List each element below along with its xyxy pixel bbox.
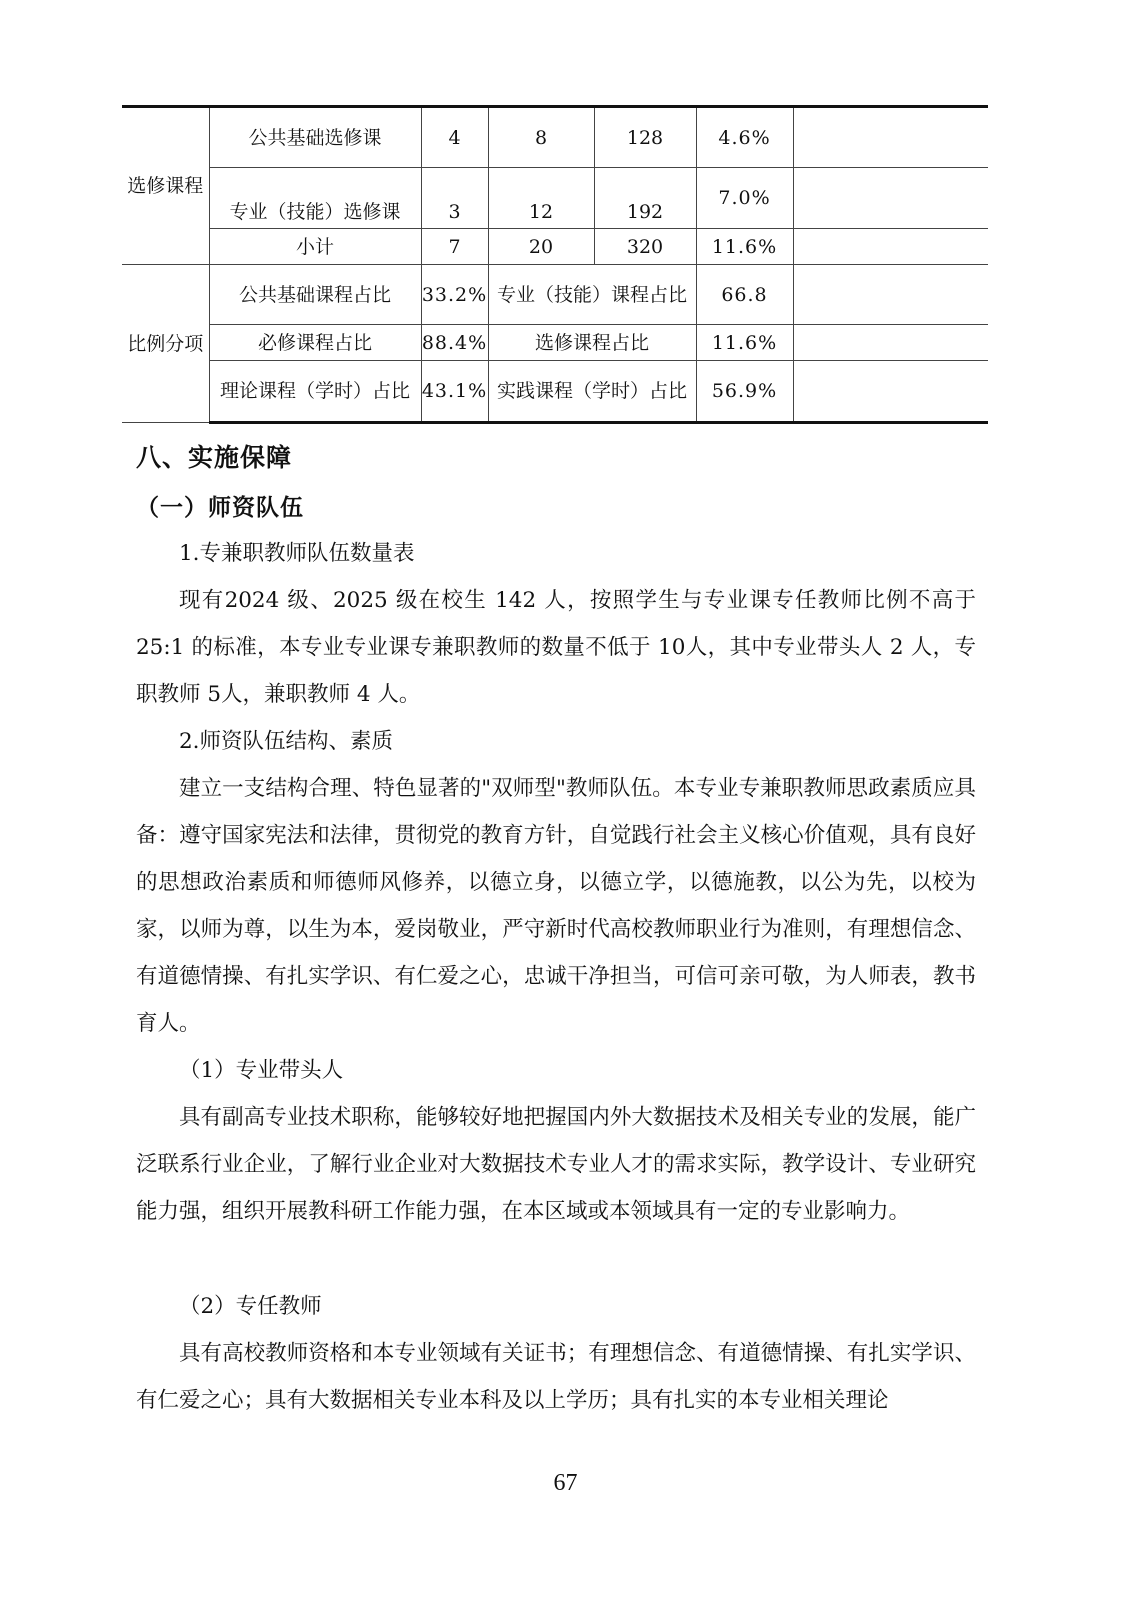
page-number: 67: [553, 1470, 578, 1496]
ratio-label-cell: 选修课程占比: [488, 325, 696, 361]
subsection-heading: （一）师资队伍: [136, 495, 304, 521]
ratio-label-cell: 实践课程（学时）占比: [488, 361, 696, 423]
table-cell: 7: [421, 229, 488, 265]
ratio-value-cell: 56.9%: [696, 361, 793, 423]
table-row: [122, 265, 988, 325]
ratio-value-cell: 43.1%: [421, 361, 488, 423]
ratio-value-cell: 33.2%: [421, 265, 488, 325]
ratio-value-cell: 88.4%: [421, 325, 488, 361]
table-row: [122, 229, 988, 265]
empty-cell: [793, 265, 988, 325]
item-heading-3: （1）专业带头人: [179, 1058, 344, 1083]
elective-group-label: 选修课程: [122, 107, 209, 265]
paragraph-1: 现有2024 级、2025 级在校生 142 人，按照学生与专业课专任教师比例不高于25:1 的标准，本专业专业课专兼职教师的数量不低于 10人，其中专业带头人 2 人，专职教师 5人，兼职教师 4 人。: [136, 588, 976, 707]
item-heading-4: （2）专任教师: [179, 1294, 322, 1319]
table-cell: 11.6%: [696, 229, 793, 265]
course-name-cell: 公共基础选修课: [209, 107, 421, 168]
course-name-cell: 专业（技能）选修课: [209, 168, 421, 229]
subtotal-label: 小计: [209, 229, 421, 265]
paragraph-4: 具有高校教师资格和本专业领域有关证书；有理想信念、有道德情操、有扎实学识、有仁爱之心；具有大数据相关专业本科及以上学历；具有扎实的本专业相关理论: [136, 1341, 976, 1413]
table-cell: 192: [594, 168, 696, 229]
empty-cell: [793, 361, 988, 423]
table-cell: 12: [488, 168, 594, 229]
ratio-value-cell: 66.8: [696, 265, 793, 325]
paragraph-2: 建立一支结构合理、特色显著的"双师型"教师队伍。本专业专兼职教师思政素质应具备：遵守国家宪法和法律，贯彻党的教育方针，自觉践行社会主义核心价值观，具有良好的思想政治素质和师德师风修养，以德立身，以德立学，以德施教，以公为先，以校为家，以师为尊，以生为本，爱岗敬业，严守新时代高校教师职业行为准则，有理想信念、有道德情操、有扎实学识、有仁爱之心，忠诚干净担当，可信可亲可敬，为人师表，教书育人。: [136, 776, 976, 1036]
table-cell: 4: [421, 107, 488, 168]
ratio-label-cell: 理论课程（学时）占比: [209, 361, 421, 423]
ratio-value-cell: 11.6%: [696, 325, 793, 361]
table-row: [122, 107, 988, 168]
table-row: [122, 325, 988, 361]
item-heading-2: 2.师资队伍结构、素质: [179, 729, 394, 754]
table-cell: 320: [594, 229, 696, 265]
ratio-group-label: 比例分项: [122, 265, 209, 423]
section-heading: 八、实施保障: [136, 443, 293, 472]
table-cell: 8: [488, 107, 594, 168]
empty-cell: [793, 229, 988, 265]
table-cell: 4.6%: [696, 107, 793, 168]
ratio-label-cell: 公共基础课程占比: [209, 265, 421, 325]
ratio-label-cell: 专业（技能）课程占比: [488, 265, 696, 325]
table-cell: 7.0%: [696, 168, 793, 229]
empty-cell: [793, 168, 988, 229]
empty-cell: [793, 107, 988, 168]
ratio-label-cell: 必修课程占比: [209, 325, 421, 361]
empty-cell: [793, 325, 988, 361]
course-ratio-table: [122, 105, 988, 424]
paragraph-3: 具有副高专业技术职称，能够较好地把握国内外大数据技术及相关专业的发展，能广泛联系行业企业，了解行业企业对大数据技术专业人才的需求实际，教学设计、专业研究能力强，组织开展教科研工作能力强，在本区域或本领域具有一定的专业影响力。: [136, 1105, 976, 1224]
table-cell: 128: [594, 107, 696, 168]
table-cell: 3: [421, 168, 488, 229]
table-row: [122, 168, 988, 229]
table-cell: 20: [488, 229, 594, 265]
item-heading-1: 1.专兼职教师队伍数量表: [179, 541, 415, 566]
table-row: [122, 361, 988, 423]
